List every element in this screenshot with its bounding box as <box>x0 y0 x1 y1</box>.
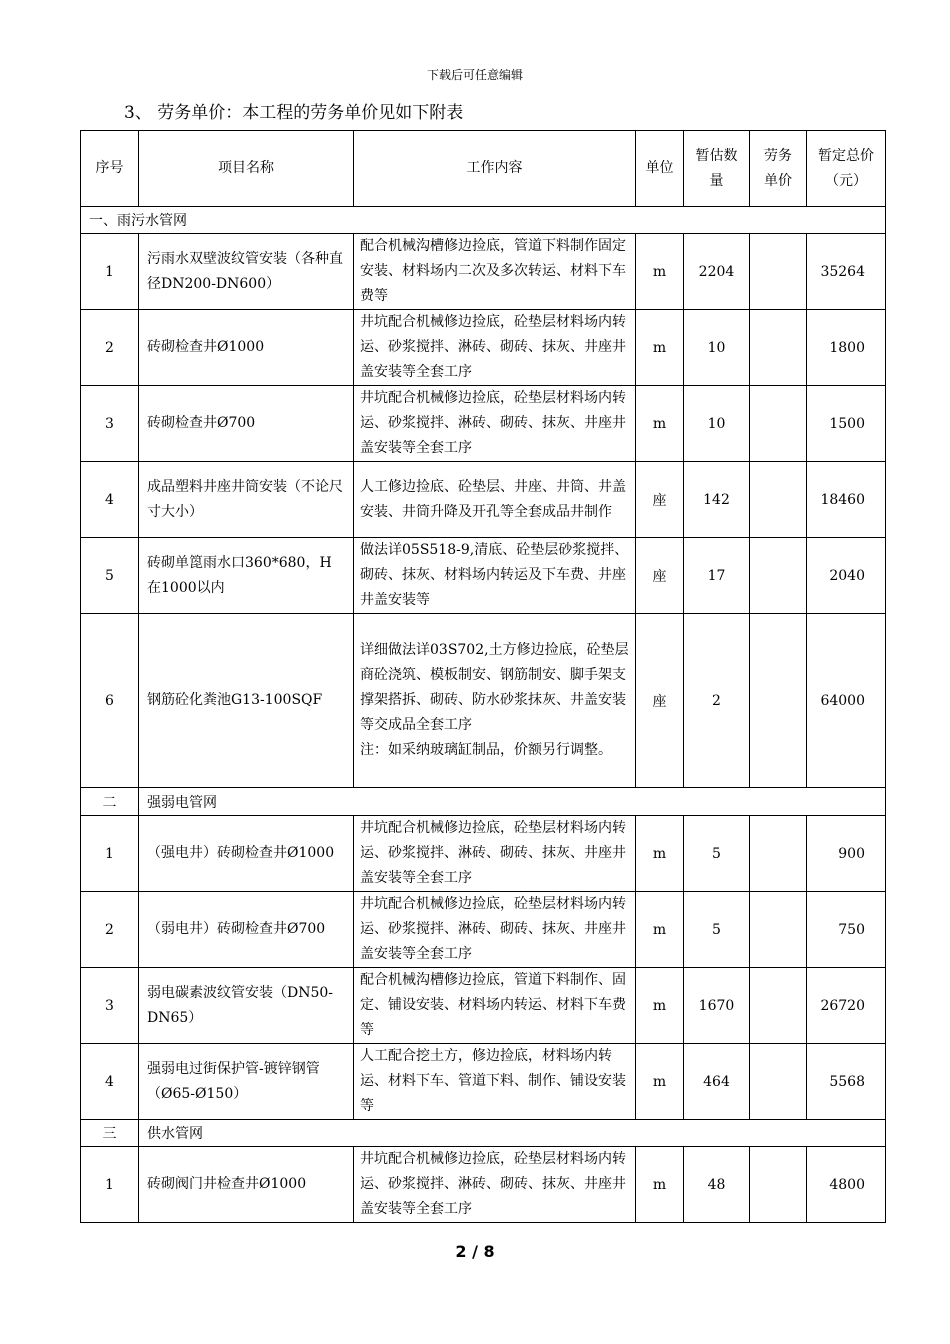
cell-no: 4 <box>81 462 139 538</box>
cell-price <box>750 614 807 788</box>
table-row <box>81 234 886 310</box>
group-index: 二 <box>81 788 139 816</box>
cell-content: 详细做法详03S702,土方修边捡底，砼垫层商砼浇筑、模板制安、钢筋制安、脚手架支撑架搭拆、砌砖、防水砂浆抹灰、井盖安装等交成品全套工序 注：如采纳玻璃缸制品，价额另行调整。 <box>354 614 636 788</box>
cell-price <box>750 1147 807 1223</box>
cell-price <box>750 892 807 968</box>
cell-price <box>750 386 807 462</box>
cell-qty: 5 <box>684 892 750 968</box>
cell-name: 强弱电过街保护管-镀锌钢管（Ø65-Ø150） <box>139 1044 354 1120</box>
table-row <box>81 1044 886 1120</box>
col-header-qty: 暂估数量 <box>684 131 750 207</box>
cell-price <box>750 816 807 892</box>
cell-content: 做法详05S518-9,清底、砼垫层砂浆搅拌、砌砖、抹灰、材料场内转运及下车费、井座井盖安装等 <box>354 538 636 614</box>
cell-no: 4 <box>81 1044 139 1120</box>
table-header-row <box>81 131 886 207</box>
cell-unit: 座 <box>636 614 684 788</box>
cell-no: 1 <box>81 816 139 892</box>
col-header-name: 项目名称 <box>139 131 354 207</box>
cell-qty: 2204 <box>684 234 750 310</box>
cell-total: 5568 <box>807 1044 886 1120</box>
cell-qty: 2 <box>684 614 750 788</box>
cell-no: 3 <box>81 968 139 1044</box>
cell-content: 井坑配合机械修边捡底，砼垫层材料场内转运、砂浆搅拌、淋砖、砌砖、抹灰、井座井盖安装等全套工序 <box>354 1147 636 1223</box>
cell-content: 井坑配合机械修边捡底，砼垫层材料场内转运、砂浆搅拌、淋砖、砌砖、抹灰、井座井盖安装等全套工序 <box>354 310 636 386</box>
col-header-unit: 单位 <box>636 131 684 207</box>
cell-price <box>750 310 807 386</box>
cell-unit: m <box>636 310 684 386</box>
cell-total: 18460 <box>807 462 886 538</box>
group-title: 强弱电管网 <box>139 788 886 816</box>
cell-total: 26720 <box>807 968 886 1044</box>
cell-content: 人工配合挖土方，修边捡底，材料场内转运、材料下车、管道下料、制作、铺设安装等 <box>354 1044 636 1120</box>
table-row <box>81 892 886 968</box>
cell-name: 砖砌阀门井检查井Ø1000 <box>139 1147 354 1223</box>
col-header-price: 劳务单价 <box>750 131 807 207</box>
table-row <box>81 462 886 538</box>
group-row <box>81 207 886 234</box>
table-row <box>81 816 886 892</box>
cell-unit: 座 <box>636 462 684 538</box>
cell-unit: m <box>636 816 684 892</box>
section-title: 3、 劳务单价：本工程的劳务单价见如下附表 <box>124 103 464 123</box>
table-row <box>81 386 886 462</box>
table-row <box>81 968 886 1044</box>
cell-total: 64000 <box>807 614 886 788</box>
col-header-content: 工作内容 <box>354 131 636 207</box>
cell-qty: 10 <box>684 386 750 462</box>
cell-name: 成品塑料井座井筒安装（不论尺寸大小） <box>139 462 354 538</box>
cell-name: （强电井）砖砌检查井Ø1000 <box>139 816 354 892</box>
group-title: 供水管网 <box>139 1120 886 1147</box>
cell-content: 井坑配合机械修边捡底，砼垫层材料场内转运、砂浆搅拌、淋砖、砌砖、抹灰、井座井盖安装等全套工序 <box>354 892 636 968</box>
cell-no: 1 <box>81 1147 139 1223</box>
cell-unit: m <box>636 968 684 1044</box>
cell-total: 2040 <box>807 538 886 614</box>
cell-qty: 48 <box>684 1147 750 1223</box>
cell-qty: 142 <box>684 462 750 538</box>
cell-no: 1 <box>81 234 139 310</box>
cell-total: 1800 <box>807 310 886 386</box>
cell-content: 井坑配合机械修边捡底，砼垫层材料场内转运、砂浆搅拌、淋砖、砌砖、抹灰、井座井盖安装等全套工序 <box>354 816 636 892</box>
header-note: 下载后可任意编辑 <box>426 68 523 82</box>
table-row <box>81 310 886 386</box>
cell-total: 1500 <box>807 386 886 462</box>
page-number: 2 / 8 <box>455 1242 495 1261</box>
cell-unit: m <box>636 234 684 310</box>
cell-no: 5 <box>81 538 139 614</box>
cell-no: 2 <box>81 310 139 386</box>
cell-name: 钢筋砼化粪池G13-100SQF <box>139 614 354 788</box>
table-row <box>81 614 886 788</box>
cell-name: 砖砌单箆雨水口360*680，H在1000以内 <box>139 538 354 614</box>
cell-name: （弱电井）砖砌检查井Ø700 <box>139 892 354 968</box>
cell-unit: m <box>636 1147 684 1223</box>
cell-qty: 17 <box>684 538 750 614</box>
cell-total: 750 <box>807 892 886 968</box>
group-row <box>81 788 886 816</box>
table-body <box>81 207 886 1223</box>
cell-price <box>750 234 807 310</box>
cell-unit: 座 <box>636 538 684 614</box>
cell-total: 35264 <box>807 234 886 310</box>
group-title: 一、雨污水管网 <box>81 207 886 234</box>
cell-unit: m <box>636 386 684 462</box>
table-row <box>81 538 886 614</box>
cell-price <box>750 968 807 1044</box>
cell-no: 6 <box>81 614 139 788</box>
cell-content: 配合机械沟槽修边捡底，管道下料制作固定安装、材料场内二次及多次转运、材料下车费等 <box>354 234 636 310</box>
cell-qty: 10 <box>684 310 750 386</box>
cell-price <box>750 462 807 538</box>
col-header-no: 序号 <box>81 131 139 207</box>
cell-unit: m <box>636 1044 684 1120</box>
cell-content: 井坑配合机械修边捡底，砼垫层材料场内转运、砂浆搅拌、淋砖、砌砖、抹灰、井座井盖安装等全套工序 <box>354 386 636 462</box>
cell-price <box>750 538 807 614</box>
cell-no: 3 <box>81 386 139 462</box>
cell-total: 4800 <box>807 1147 886 1223</box>
col-header-total: 暂定总价（元） <box>807 131 886 207</box>
cell-name: 砖砌检查井Ø1000 <box>139 310 354 386</box>
cell-name: 污雨水双壁波纹管安装（各种直径DN200-DN600） <box>139 234 354 310</box>
cell-no: 2 <box>81 892 139 968</box>
cell-content: 配合机械沟槽修边捡底，管道下料制作、固定、铺设安装、材料场内转运、材料下车费等 <box>354 968 636 1044</box>
cell-total: 900 <box>807 816 886 892</box>
labor-price-table <box>80 130 886 1223</box>
group-index: 三 <box>81 1120 139 1147</box>
cell-price <box>750 1044 807 1120</box>
cell-name: 弱电碳素波纹管安装（DN50-DN65） <box>139 968 354 1044</box>
cell-qty: 5 <box>684 816 750 892</box>
cell-qty: 1670 <box>684 968 750 1044</box>
cell-qty: 464 <box>684 1044 750 1120</box>
cell-unit: m <box>636 892 684 968</box>
group-row <box>81 1120 886 1147</box>
table-row <box>81 1147 886 1223</box>
cell-content: 人工修边捡底、砼垫层、井座、井筒、井盖安装、井筒升降及开孔等全套成品井制作 <box>354 462 636 538</box>
cell-name: 砖砌检查井Ø700 <box>139 386 354 462</box>
